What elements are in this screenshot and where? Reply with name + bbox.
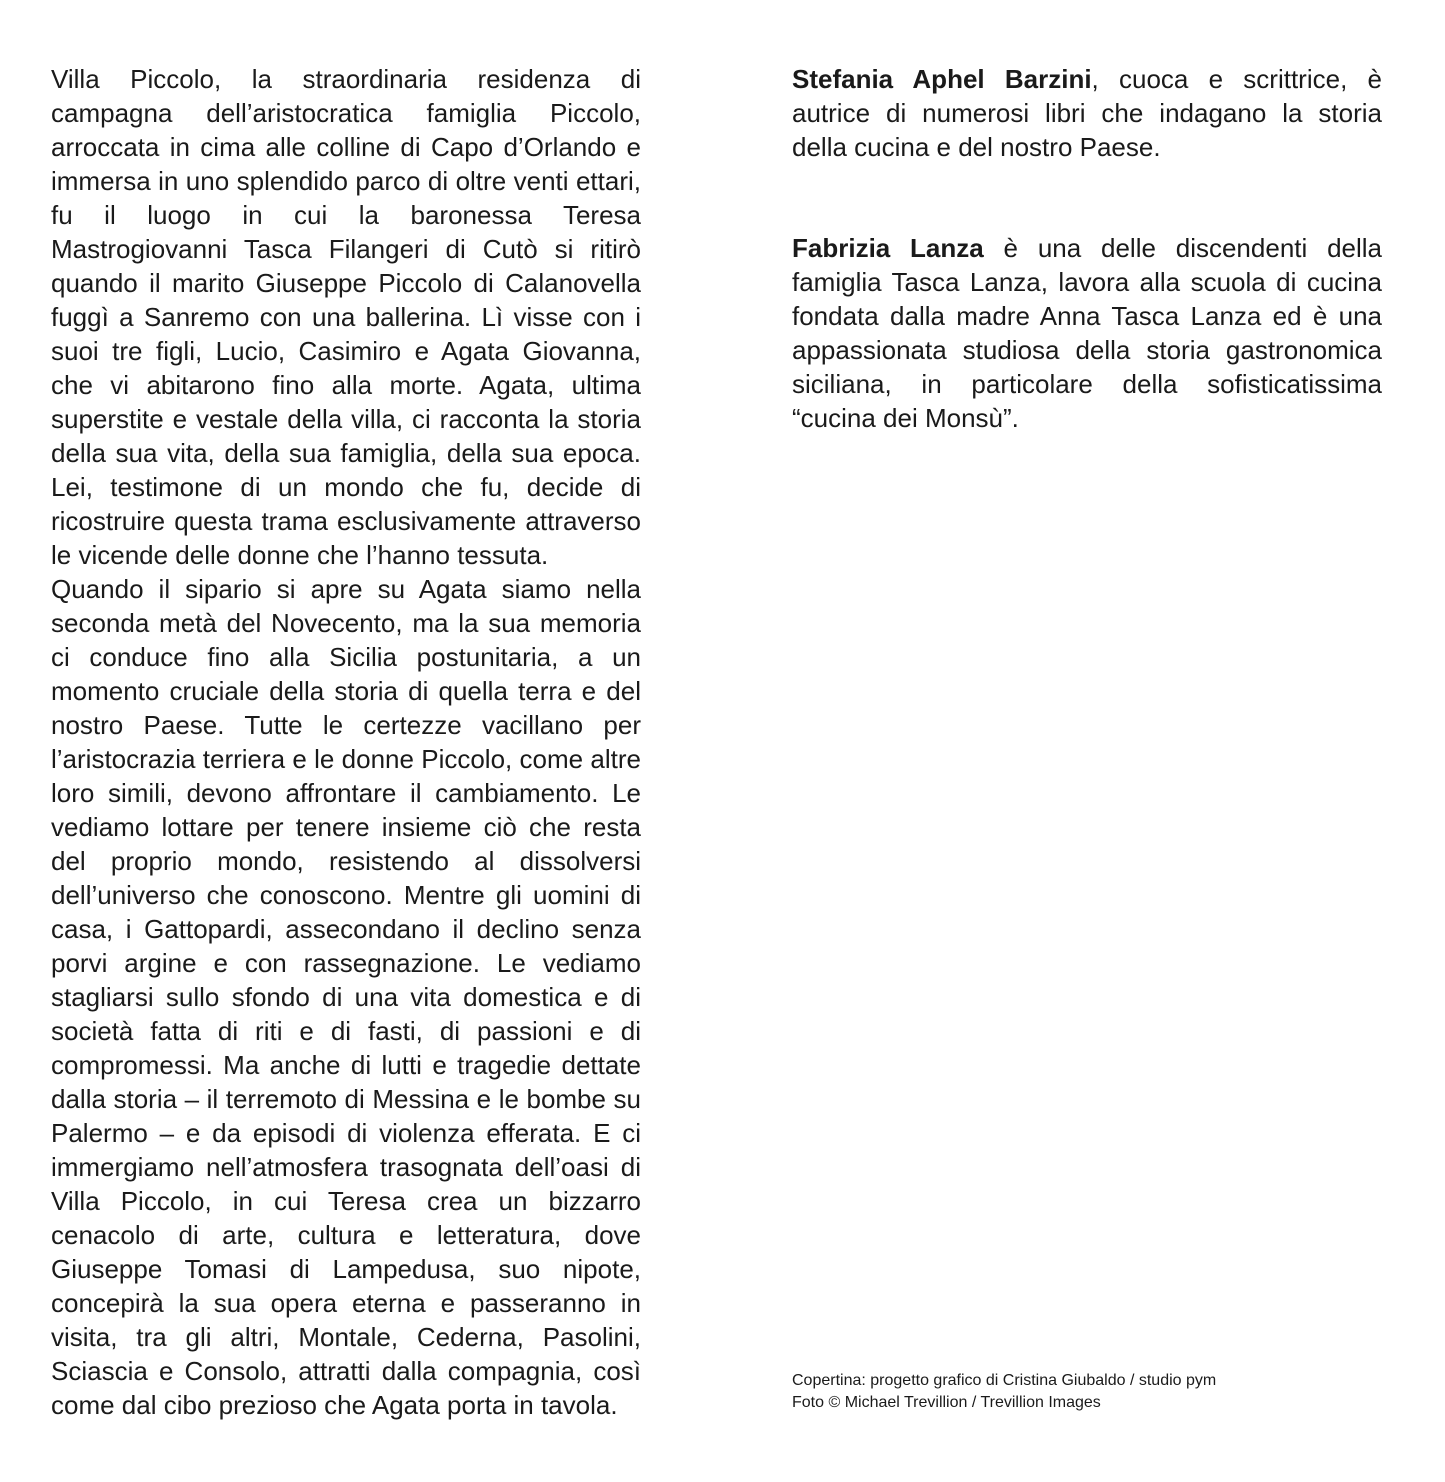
authors-column	[792, 62, 1382, 435]
synopsis-column	[51, 62, 641, 1422]
author-bio-text-barzini: , cuoca e scrittrice, è autrice di numerosi libri che indagano la storia della cucina e del nostro Paese.	[792, 64, 1382, 162]
synopsis-paragraph-2: Quando il sipario si apre su Agata siamo nella seconda metà del Novecento, ma la sua memoria ci conduce fino alla Sicilia postunitaria, a un momento cruciale della storia di quella terra e del nostro Paese. Tutte le certezze vacillano per l’aristocrazia terriera e le donne Piccolo, come altre loro simili, devono affrontare il cambiamento. Le vediamo lottare per tenere insieme ciò che resta del proprio mondo, resistendo al dissolversi dell’universo che conoscono. Mentre gli uomini di casa, i Gattopardi, assecondano il declino senza porvi argine e con rassegnazione. Le vediamo stagliarsi sullo sfondo di una vita domestica e di società fatta di riti e di fasti, di passioni e di compromessi. Ma anche di lutti e tragedie dettate dalla storia – il terremoto di Messina e le bombe su Palermo – e da episodi di violenza efferata. E ci immergiamo nell’atmosfera trasognata dell’oasi di Villa Piccolo, in cui Teresa crea un bizzarro cenacolo di arte, cultura e letteratura, dove Giuseppe Tomasi di Lampedusa, suo nipote, concepirà la sua opera eterna e passeranno in visita, tra gli altri, Montale, Cederna, Pasolini, Sciascia e Consolo, attratti dalla compagnia, così come dal cibo prezioso che Agata porta in tavola.	[51, 574, 641, 1420]
author-bio-text-lanza: è una delle discendenti della famiglia Tasca Lanza, lavora alla scuola di cucina fondata dalla madre Anna Tasca Lanza ed è una appassionata studiosa della storia gastronomica siciliana, in particolare della sofisticatissima “cucina dei Monsù”.	[792, 233, 1383, 433]
author-bio-barzini	[792, 62, 1382, 164]
synopsis-paragraph-1: Villa Piccolo, la straordinaria residenza di campagna dell’aristocratica famiglia Piccolo, arroccata in cima alle colline di Capo d’Orlando e immersa in uno splendido parco di oltre venti ettari, fu il luogo in cui la baronessa Teresa Mastrogiovanni Tasca Filangeri di Cutò si ritirò quando il marito Giuseppe Piccolo di Calanovella fuggì a Sanremo con una ballerina. Lì visse con i suoi tre figli, Lucio, Casimiro e Agata Giovanna, che vi abitarono fino alla morte. Agata, ultima superstite e vestale della villa, ci racconta la storia della sua vita, della sua famiglia, della sua epoca. Lei, testimone di un mondo che fu, decide di ricostruire questa trama esclusivamente attraverso le vicende delle donne che l’hanno tessuta.	[51, 64, 641, 570]
credits	[792, 1370, 1392, 1414]
photo-credit: Foto © Michael Trevillion / Trevillion Images	[792, 1394, 1101, 1411]
author-bio-lanza	[792, 231, 1382, 435]
author-name-lanza: Fabrizia Lanza	[792, 233, 984, 263]
author-name-barzini: Stefania Aphel Barzini	[792, 64, 1092, 94]
cover-credit: Copertina: progetto grafico di Cristina Giubaldo / studio pym	[792, 1372, 1217, 1389]
